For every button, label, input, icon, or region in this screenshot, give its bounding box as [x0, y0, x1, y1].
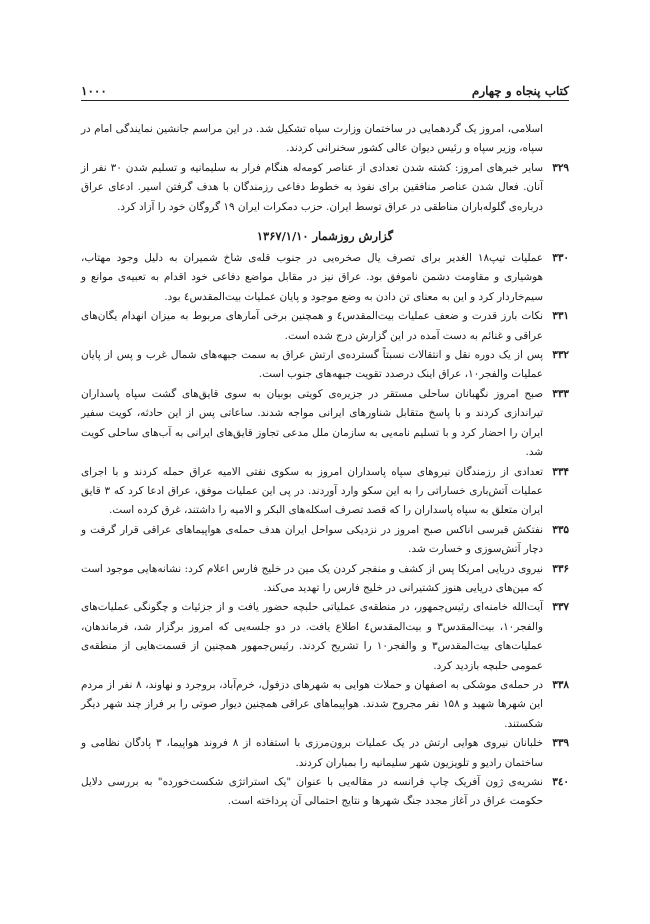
page-number: ۱۰۰۰ — [81, 84, 107, 98]
book-title: کتاب پنجاه و چهارم — [471, 84, 569, 98]
entry-334 — [81, 463, 569, 521]
entry-number: ۳۳۱ — [552, 310, 569, 323]
entry-number: ۳۳۶ — [552, 562, 569, 575]
entry-number: ۳۲۹ — [552, 161, 569, 174]
entry-336 — [81, 560, 569, 599]
entry-text: در حمله‌ی موشکی به اصفهان و حملات هوایی به شهرهای دزفول، خرم‌آباد، بروجرد و نهاوند، ۸ نفر از مردم این شهرها شهید و ۱۵۸ نفر مجروح شدند. هواپیماهای عراقی همچنین دیوار صوتی را بر فراز چند شهر دیگر شکستند. — [81, 678, 543, 730]
entry-text: نفتکش قبرسی اناکس صبح امروز در نزدیکی سواحل ایران هدف حمله‌ی هواپیماهای عراقی قرار گرفت و دچار آتش‌سوزی و خسارت شد. — [81, 523, 543, 556]
entry-number: ۳۳۳ — [552, 387, 569, 400]
entry-number: ۳٤۰ — [552, 776, 569, 788]
entry-number: ۳۳۸ — [552, 678, 569, 691]
entry-number: ۳۳۰ — [552, 252, 569, 265]
continuation-paragraph — [81, 120, 569, 159]
page-header — [81, 76, 569, 98]
header-rule — [81, 100, 569, 101]
page-body — [81, 120, 569, 812]
entry-331 — [81, 307, 569, 346]
entry-text: تعدادی از رزمندگان نیروهای سپاه پاسداران امروز به سکوی نفتی الامیه عراق حمله کردند و با اجرای عملیات آتش‌باری خساراتی را به این سکو وارد آوردند. در پی این عملیات موفق، عراق ادعا کرد که ۳ قایق ایران متعلق به سپاه پاسداران را که قصد تصرف اسکله‌های البکر و الامیه را داشتند، غرق کرده است. — [81, 465, 543, 517]
entry-text: نکات بارز قدرت و ضعف عملیات بیت‌المقدس٤ و همچنین برخی آمارهای مربوط به میزان انهدام یگان‌های عراقی و غنائم به دست آمده در این گزارش درج شده است. — [81, 310, 543, 342]
entry-text: اسلامی، امروز یک گردهمایی در ساختمان وزارت سپاه تشکیل شد. در این مراسم جانشین نمایندگی امام در سپاه، وزیر سپاه و رئیس دیوان عالی کشور سخنرانی کردند. — [81, 123, 543, 155]
entry-330 — [81, 249, 569, 307]
entry-335 — [81, 521, 569, 560]
entry-number: ۳۳۵ — [552, 523, 569, 536]
entry-text: نیروی دریایی امریکا پس از کشف و منفجر کردن یک مین در خلیج فارس اعلام کرد: نشانه‌هایی موجود است که مین‌های دریایی هنوز کشتیرانی در خلیج فارس را تهدید می‌کند. — [81, 562, 543, 594]
entry-332 — [81, 346, 569, 385]
entry-number: ۳۳۲ — [552, 349, 569, 362]
entry-329 — [81, 159, 569, 217]
entry-338 — [81, 676, 569, 734]
entry-333 — [81, 385, 569, 463]
entry-337 — [81, 598, 569, 676]
entry-text: صبح امروز نگهبانان ساحلی مستقر در جزیره‌ی کویتی بوبیان به سوی قایق‌های گشت سپاه پاسداران تیراندازی کردند و با پاسخ متقابل شناورهای ایرانی مواجه شدند. ساعاتی پس از این حادثه، کویت سفیر ایران را احضار کرد و با تسلیم نامه‌یی به سازمان ملل مدعی تجاوز قایق‌های ایرانی به آب‌های ساحلی کویت شد. — [81, 387, 543, 459]
entry-text: نشریه‌ی ژون آفریک چاپ فرانسه در مقاله‌یی با عنوان "یک استراتژی شکست‌خورده" به بررسی دلایل حکومت عراق در آغاز مجدد جنگ شهرها و نتایج احتمالی آن پرداخته است. — [81, 776, 543, 808]
entry-number: ۳۳۹ — [552, 737, 569, 750]
section-title: گزارش روزشمار ۱۳۶۷/۱/۱۰ — [256, 229, 394, 244]
entry-text: پس از یک دوره نقل و انتقالات نسبتاً گسترده‌ی ارتش عراق به سمت جبهه‌های شمال غرب و پس از پایان عملیات والفجر۱۰، عراق اینک درصدد تقویت جبهه‌های جنوب است. — [81, 349, 543, 381]
entry-number: ۳۳۷ — [552, 601, 569, 614]
entry-text: خلبانان نیروی هوایی ارتش در یک عملیات برون‌مرزی با استفاده از ۸ فروند هواپیما، ۳ پادگان نظامی و ساختمان رادیو و تلویزیون شهر سلیمانیه را بمباران کردند. — [81, 737, 543, 769]
entry-text: آیت‌الله خامنه‌ای رئیس‌جمهور، در منطقه‌ی عملیاتی حلبچه حضور یافت و از جزئیات و چگونگی عملیات‌های والفجر۱۰، بیت‌المقدس۳ و بیت‌المقدس٤ اطلاع یافت. در دو جلسه‌یی که امروز برگزار شد، فرماندهان، عملیات‌های بیت‌المقدس۳ و والفجر۱۰ را تشریح کردند. رئیس‌جمهور همچنین از قسمت‌هایی از منطقه‌ی عمومی حلبچه بازدید کرد. — [81, 601, 544, 672]
entry-339 — [81, 734, 569, 773]
entry-number: ۳۳۴ — [552, 465, 569, 478]
entry-text: عملیات تیپ۱۸ الغدیر برای تصرف یال صخره‌یی در جنوب قله‌ی شاخ شمیران به دلیل وجود مهتاب، هوشیاری و مقاومت دشمن ناموفق بود. عراق نیز در مقابل مواضع دفاعی خود اقدام به تعبیه‌ی موانع و سیم‌خاردار کرد و این به معنای تن دادن به وضع موجود و پایان عملیات بیت‌المقدس٤ بود. — [81, 252, 544, 303]
entry-text: سایر خبرهای امروز: کشته شدن تعدادی از عناصر کومه‌له هنگام فرار به سلیمانیه و تسلیم شدن ۳۰ نفر از آنان. فعال شدن عناصر منافقین برای نفوذ به خطوط دفاعی رزمندگان با هدف گرفتن اسیر. ادعای عراق درباره‌ی گلوله‌باران مناطقی در عراق توسط ایران. حزب دمکرات ایران ۱۹ گروگان خود را آزاد کرد. — [81, 161, 543, 213]
entry-340 — [81, 773, 569, 812]
